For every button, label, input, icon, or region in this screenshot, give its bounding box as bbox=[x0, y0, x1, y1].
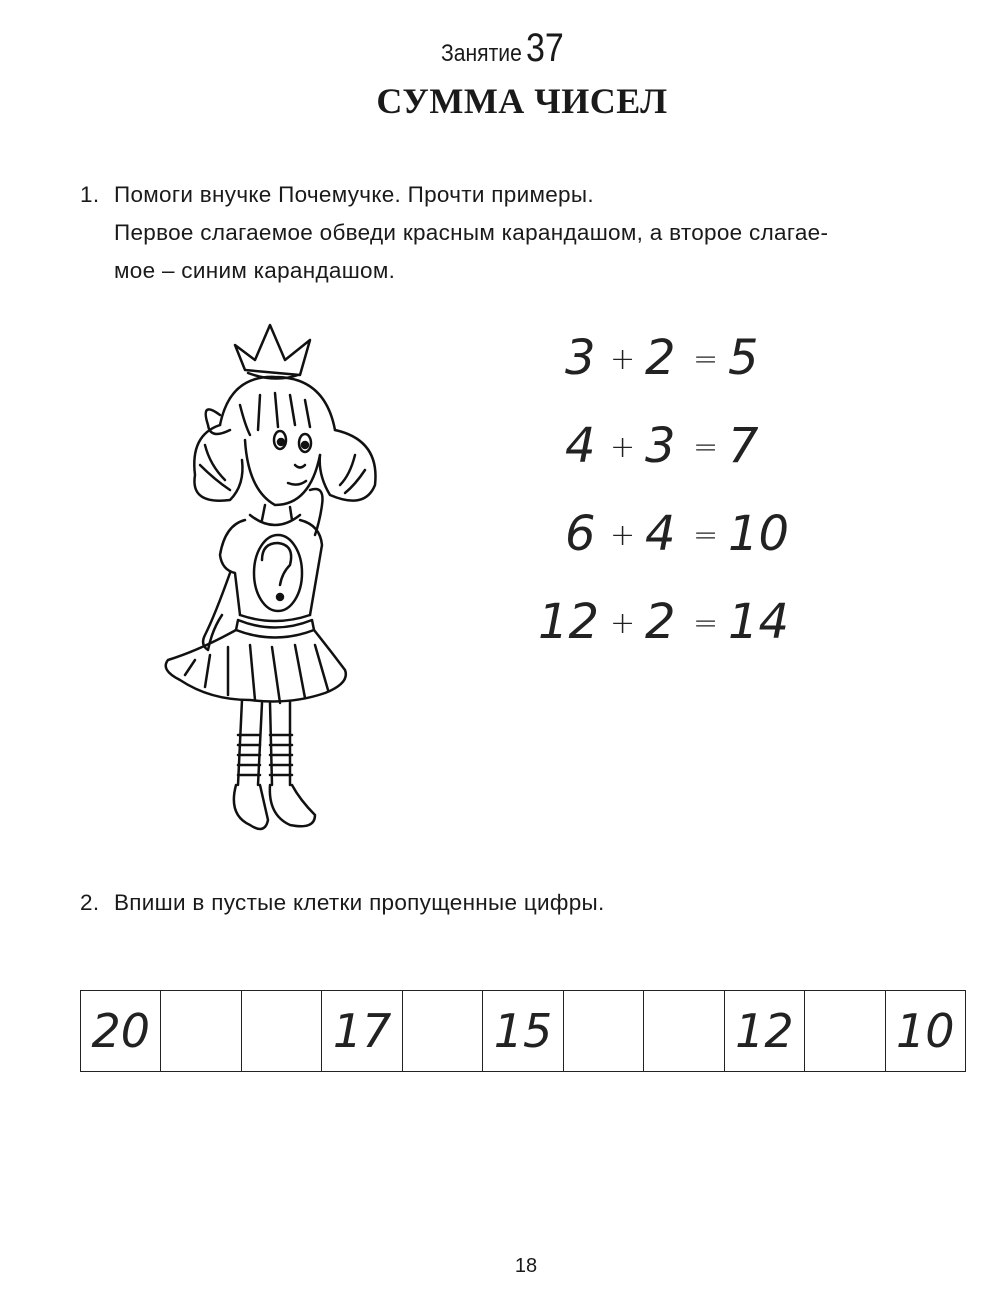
second-addend: 2 bbox=[645, 594, 676, 650]
example-row bbox=[530, 418, 830, 478]
plus-sign: + bbox=[610, 342, 636, 377]
lesson-heading bbox=[0, 28, 1000, 68]
task-1-line-1: Помоги внучке Почемучке. Прочти примеры. bbox=[114, 182, 594, 207]
equals-sign: = bbox=[693, 430, 719, 465]
first-addend: 12 bbox=[538, 594, 600, 650]
equals-sign: = bbox=[693, 342, 719, 377]
empty-cell[interactable] bbox=[241, 991, 321, 1071]
sum: 14 bbox=[728, 594, 790, 650]
task-1-line-3: мое – синим карандашом. bbox=[114, 258, 396, 283]
second-addend: 2 bbox=[645, 330, 676, 386]
plus-sign: + bbox=[610, 430, 636, 465]
number-cell: 17 bbox=[321, 991, 401, 1071]
sum: 5 bbox=[728, 330, 759, 386]
equals-sign: = bbox=[693, 518, 719, 553]
task-2-number: 2. bbox=[80, 890, 100, 915]
first-addend: 4 bbox=[565, 418, 596, 474]
plus-sign: + bbox=[610, 606, 636, 641]
task-2-text: Впиши в пустые клетки пропущенные цифры. bbox=[114, 890, 605, 915]
example-row bbox=[530, 506, 830, 566]
first-addend: 3 bbox=[565, 330, 596, 386]
number-cell: 10 bbox=[885, 991, 966, 1071]
equals-sign: = bbox=[693, 606, 719, 641]
number-cell: 20 bbox=[80, 991, 160, 1071]
empty-cell[interactable] bbox=[160, 991, 240, 1071]
empty-cell[interactable] bbox=[402, 991, 482, 1071]
girl-illustration bbox=[150, 315, 380, 870]
lesson-number: 37 bbox=[525, 26, 564, 70]
page-number: 18 bbox=[514, 1255, 538, 1277]
number-row bbox=[80, 990, 966, 1072]
example-row bbox=[530, 594, 830, 654]
empty-cell[interactable] bbox=[804, 991, 884, 1071]
example-row bbox=[530, 330, 830, 390]
second-addend: 3 bbox=[645, 418, 676, 474]
first-addend: 6 bbox=[565, 506, 596, 562]
second-addend: 4 bbox=[645, 506, 676, 562]
number-cell: 15 bbox=[482, 991, 562, 1071]
task-2 bbox=[80, 884, 980, 922]
plus-sign: + bbox=[610, 518, 636, 553]
number-cell: 12 bbox=[724, 991, 804, 1071]
task-1-number: 1. bbox=[80, 182, 100, 207]
page-title: СУММА ЧИСЕЛ bbox=[376, 81, 668, 121]
lesson-label: Занятие bbox=[440, 40, 522, 67]
empty-cell[interactable] bbox=[563, 991, 643, 1071]
empty-cell[interactable] bbox=[643, 991, 723, 1071]
sum: 10 bbox=[728, 506, 790, 562]
sum: 7 bbox=[728, 418, 759, 474]
task-1 bbox=[80, 176, 980, 290]
task-1-line-2: Первое слагаемое обведи красным карандашом, а второе слагае- bbox=[114, 220, 829, 245]
